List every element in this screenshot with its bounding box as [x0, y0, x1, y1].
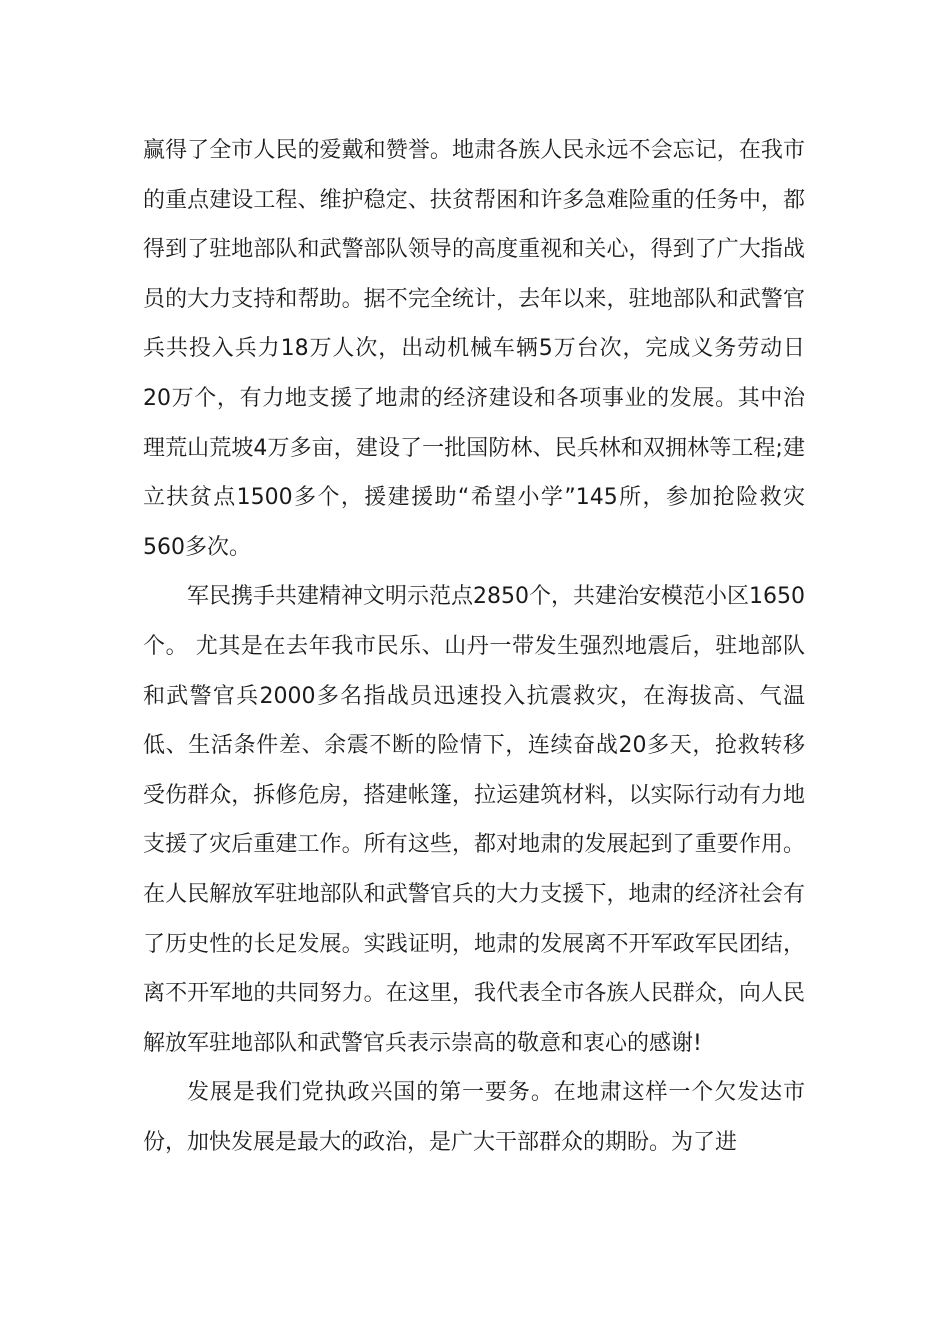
- paragraph-development: 发展是我们党执政兴国的第一要务。在地肃这样一个欠发达市份，加快发展是最大的政治，是广大干部群众的期盼。为了进: [143, 1080, 805, 1155]
- document-body: [143, 126, 805, 1167]
- paragraph-continued: 赢得了全市人民的爱戴和赞誉。地肃各族人民永远不会忘记，在我市的重点建设工程、维护稳定、扶贫帮困和许多急难险重的任务中，都得到了驻地部队和武警部队领导的高度重视和关心，得到了广大指战员的大力支持和帮助。据不完全统计，去年以来，驻地部队和武警官兵共投入兵力18万人次，出动机械车辆5万台次，完成义务劳动日20万个，有力地支援了地肃的经济建设和各项事业的发展。其中治理荒山荒坡4万多亩，建设了一批国防林、民兵林和双拥林等工程;建立扶贫点1500多个，援建援助“希望小学”145所，参加抢险救灾560多次。: [143, 138, 805, 560]
- paragraph-military-civil: 军民携手共建精神文明示范点2850个，共建治安模范小区1650个。 尤其是在去年我市民乐、山丹一带发生强烈地震后，驻地部队和武警官兵2000多名指战员迅速投入抗震救灾，在海拔高、气温低、生活条件差、余震不断的险情下，连续奋战20多天，抢救转移受伤群众，拆修危房，搭建帐篷，拉运建筑材料，以实际行动有力地支援了灾后重建工作。所有这些，都对地肃的发展起到了重要作用。在人民解放军驻地部队和武警官兵的大力支援下，地肃的经济社会有了历史性的长足发展。实践证明，地肃的发展离不开军政军民团结，离不开军地的共同努力。在这里，我代表全市各族人民群众，向人民解放军驻地部队和武警官兵表示崇高的敬意和衷心的感谢!: [143, 584, 805, 1056]
